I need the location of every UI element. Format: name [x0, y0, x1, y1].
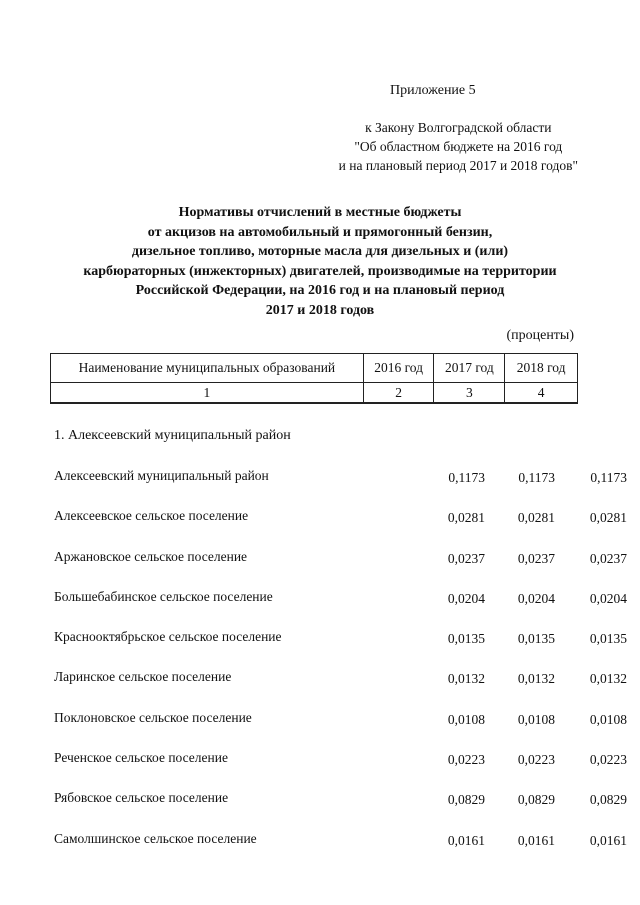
value-2018: 0,0135 — [589, 631, 627, 647]
value-2018: 0,0132 — [589, 671, 627, 687]
table-row — [54, 548, 627, 589]
data-rows — [54, 468, 627, 871]
row-name: Рябовское сельское поселение — [54, 790, 229, 806]
table-header — [50, 353, 578, 404]
value-2016: 0,0281 — [447, 510, 485, 526]
table-row — [54, 629, 627, 669]
value-2017: 0,0829 — [517, 792, 555, 808]
row-name: Реченское сельское поселение — [54, 750, 228, 766]
table-row — [54, 588, 627, 629]
column-number-row — [51, 383, 578, 404]
value-2016: 0,1173 — [448, 470, 485, 485]
value-2017: 0,0132 — [517, 671, 555, 687]
value-2017: 0,0204 — [517, 590, 555, 606]
value-2018: 0,0108 — [589, 711, 627, 727]
value-2018: 0,0281 — [589, 510, 627, 526]
appendix-label: Приложение 5 — [390, 83, 476, 98]
title-line: Нормативы отчислений в местные бюджеты — [178, 205, 462, 220]
value-2018: 0,0161 — [589, 832, 627, 848]
column-number: 4 — [505, 383, 578, 404]
law-line: "Об областном бюджете на 2016 год — [354, 139, 563, 154]
law-line: к Закону Волгоградской области — [365, 120, 552, 135]
row-name: Алексеевский муниципальный район — [54, 468, 269, 483]
law-reference — [339, 118, 578, 175]
column-header-2016: 2016 год — [363, 354, 434, 383]
value-2017: 0,0223 — [517, 752, 555, 768]
row-name: Алексеевское сельское поселение — [54, 508, 249, 524]
title-line: карбюраторных (инжекторных) двигателей, производимые на территории — [83, 263, 557, 279]
table-row — [54, 830, 627, 871]
column-header-2018: 2018 год — [505, 354, 578, 383]
value-2017: 0,0281 — [517, 510, 555, 526]
section-title: 1. Алексеевский муниципальный район — [54, 428, 291, 443]
row-name: Ларинское сельское поселение — [54, 669, 232, 685]
column-number: 1 — [51, 383, 364, 404]
title-line: от акцизов на автомобильный и прямогонный бензин, — [147, 224, 493, 240]
value-2017: 0,0237 — [517, 550, 555, 566]
table-row — [54, 790, 627, 830]
column-header-2017: 2017 год — [434, 354, 505, 383]
value-2016: 0,0223 — [447, 752, 485, 768]
table-row — [54, 468, 627, 508]
value-2018: 0,0204 — [589, 590, 627, 606]
law-line: и на плановый период 2017 и 2018 годов" — [338, 158, 578, 173]
value-2018: 0,0223 — [589, 752, 627, 768]
row-name: Краснооктябрьское сельское поселение — [54, 629, 282, 645]
value-2018: 0,0237 — [589, 550, 627, 566]
value-2016: 0,0204 — [447, 590, 485, 606]
value-2017: 0,0135 — [517, 631, 555, 647]
row-name: Большебабинское сельское поселение — [54, 588, 273, 604]
title-line: 2017 и 2018 годов — [265, 302, 375, 318]
value-2016: 0,0132 — [447, 671, 485, 687]
value-2018: 0,0829 — [589, 792, 627, 808]
row-name: Поклоновское сельское поселение — [54, 709, 252, 725]
value-2016: 0,0161 — [447, 832, 485, 848]
value-2016: 0,0108 — [447, 711, 485, 727]
value-2017: 0,0161 — [517, 832, 555, 848]
unit-label: (проценты) — [506, 328, 574, 343]
column-header-row — [51, 354, 578, 383]
table-row — [54, 709, 627, 750]
value-2017: 0,0108 — [517, 711, 555, 727]
table-row — [54, 750, 627, 790]
value-2017: 0,1173 — [518, 470, 555, 485]
document-title — [40, 203, 600, 320]
value-2016: 0,0237 — [447, 550, 485, 566]
value-2016: 0,0829 — [447, 792, 485, 808]
value-2018: 0,1173 — [590, 470, 627, 485]
column-number: 3 — [434, 383, 505, 404]
value-2016: 0,0135 — [447, 631, 485, 647]
table-row — [54, 669, 627, 709]
column-number: 2 — [363, 383, 434, 404]
row-name: Самолшинское сельское поселение — [54, 830, 257, 846]
row-name: Аржановское сельское поселение — [54, 548, 248, 564]
title-line: Российской Федерации, на 2016 год и на плановый период — [135, 283, 505, 298]
table-row — [54, 508, 627, 548]
title-line: дизельное топливо, моторные масла для дизельных и (или) — [131, 244, 509, 259]
column-header-name: Наименование муниципальных образований — [51, 354, 364, 383]
